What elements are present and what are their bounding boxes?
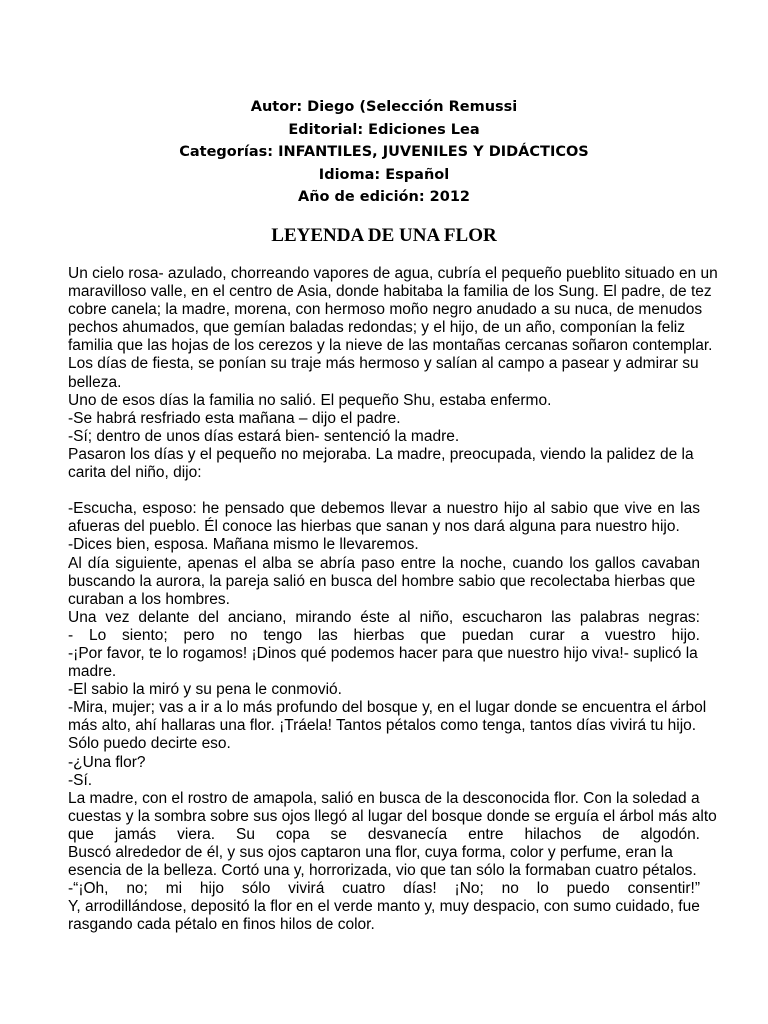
text-line: Uno de esos días la familia no salió. El pequeño Shu, estaba enfermo. bbox=[68, 391, 552, 409]
text-line: cuestas y la sombra sobre sus ojos llegó al lugar del bosque donde se erguía el árbol más alto bbox=[68, 807, 717, 825]
story-title: LEYENDA DE UNA FLOR bbox=[271, 225, 497, 246]
text-line: - Lo siento; pero no tengo las hierbas que puedan curar a vuestro hijo. bbox=[68, 626, 700, 644]
text-line: -Dices bien, esposa. Mañana mismo le llevaremos. bbox=[68, 536, 419, 554]
blank-line bbox=[68, 482, 700, 500]
text-line: cobre canela; la madre, morena, con hermoso moño negro anudado a su nuca, de menudos bbox=[68, 301, 703, 319]
text-line: esencia de la belleza. Cortó una y, horrorizada, vio que tan sólo la formaban cuatro pétalos. bbox=[68, 862, 697, 880]
text-line: familia que las hojas de los cerezos y la nieve de las montañas cercanas soñaron contemplar. bbox=[68, 337, 713, 355]
year-line: Año de edición: 2012 bbox=[297, 189, 471, 205]
text-line: más alto, ahí hallaras una flor. ¡Tráela! Tantos pétalos como tenga, tantos días vivirá tu hijo. bbox=[68, 717, 697, 735]
text-line: carita del niño, dijo: bbox=[68, 464, 202, 482]
text-line: buscando la aurora, la pareja salió en busca del hombre sabio que recolectaba hierbas que bbox=[68, 572, 696, 590]
text-line: Sólo puedo decirte eso. bbox=[68, 735, 231, 753]
text-line: madre. bbox=[68, 663, 117, 681]
text-line: -Sí. bbox=[68, 771, 93, 789]
author-line: Autor: Diego (Selección Remussi bbox=[250, 99, 518, 115]
text-line: rasgando cada pétalo en finos hilos de color. bbox=[68, 916, 375, 934]
text-line: afueras del pueblo. Él conoce las hierbas que sanan y nos dará alguna para nuestro hijo. bbox=[68, 518, 680, 536]
text-line: -“¡Oh, no; mi hijo sólo vivirá cuatro días! ¡No; no lo puedo consentir!” bbox=[68, 880, 700, 898]
text-line: La madre, con el rostro de amapola, salió en busca de la desconocida flor. Con la soledad a bbox=[68, 789, 700, 807]
text-line: maravilloso valle, en el centro de Asia, donde habitaba la familia de los Sung. El padre, de tez bbox=[68, 283, 712, 301]
text-line: Buscó alrededor de él, y sus ojos captaron una flor, cuya forma, color y perfume, eran la bbox=[68, 844, 673, 861]
text-line: -El sabio la miró y su pena le conmovió. bbox=[68, 681, 342, 699]
text-line: -Sí; dentro de unos días estará bien- sentenció la madre. bbox=[68, 427, 460, 445]
text-line: Los días de fiesta, se ponían su traje más hermoso y salían al campo a pasear y admirar su bbox=[68, 355, 699, 373]
book-metadata bbox=[0, 96, 768, 209]
language-line: Idioma: Español bbox=[318, 166, 450, 183]
story-body bbox=[68, 265, 718, 934]
text-line: pechos ahumados, que gemían baladas redondas; y el hijo, de un año, componían la feliz bbox=[68, 319, 685, 337]
text-line: Un cielo rosa- azulado, chorreando vapores de agua, cubría el pequeño pueblito situado en un bbox=[68, 265, 718, 282]
text-line: -Mira, mujer; vas a ir a lo más profundo del bosque y, en el lugar donde se encuentra el árbol bbox=[68, 699, 707, 717]
text-line: -Se habrá resfriado esta mañana – dijo el padre. bbox=[68, 409, 401, 427]
text-line: curaban a los hombres. bbox=[68, 590, 230, 608]
text-line: Y, arrodillándose, depositó la flor en el verde manto y, muy despacio, con sumo cuidado, fue bbox=[68, 898, 700, 916]
text-line: -¡Por favor, te lo rogamos! ¡Dinos qué podemos hacer para que nuestro hijo viva!- suplicó la bbox=[68, 644, 698, 662]
text-line: Una vez delante del anciano, mirando éste al niño, escucharon las palabras negras: bbox=[68, 608, 700, 626]
text-line: Al día siguiente, apenas el alba se abría paso entre la noche, cuando los gallos cavaban bbox=[68, 554, 700, 572]
categories-line: Categorías: INFANTILES, JUVENILES Y DIDÁCTICOS bbox=[179, 144, 589, 160]
text-line: -Escucha, esposo: he pensado que debemos llevar a nuestro hijo al sabio que vive en las bbox=[68, 500, 700, 518]
text-line: que jamás viera. Su copa se desvanecía entre hilachos de algodón. bbox=[68, 825, 700, 843]
publisher-line: Editorial: Ediciones Lea bbox=[288, 121, 480, 138]
text-line: Pasaron los días y el pequeño no mejoraba. La madre, preocupada, viendo la palidez de la bbox=[68, 445, 694, 463]
text-line: belleza. bbox=[68, 373, 122, 391]
text-line: -¿Una flor? bbox=[68, 753, 146, 771]
